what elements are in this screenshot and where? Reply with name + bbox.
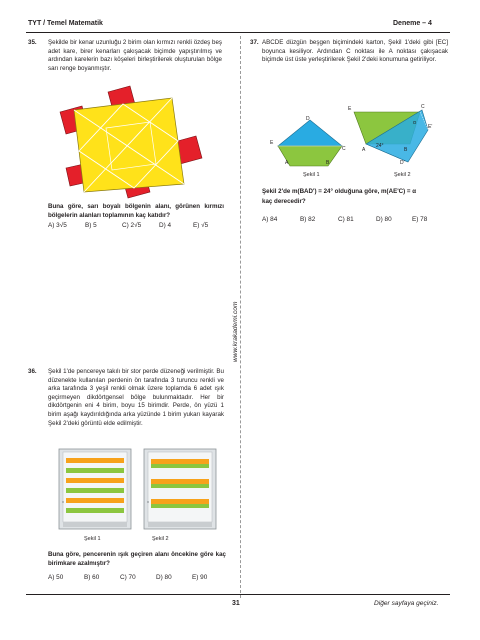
q37-figure-2 [344, 100, 448, 176]
q36-option-d[interactable]: D) 80 [156, 574, 172, 581]
q37-number: 37. [250, 39, 259, 46]
header-exam: Deneme – 4 [393, 20, 432, 27]
q36-w1-strip [66, 478, 124, 483]
q35-number: 35. [28, 39, 37, 46]
q36-window-2 [144, 449, 216, 529]
q37-option-e[interactable]: E) 78 [412, 216, 428, 223]
q36-question: Buna göre, pencerenin ışık geçiren alanı öncekine göre kaç birimkare azalmıştır? [48, 551, 226, 567]
q36-w1-strip [66, 468, 124, 473]
q36-w2-strip [151, 479, 209, 484]
q37-fig2-label: Şekil 2 [394, 172, 411, 178]
q36-w1-strip [66, 508, 124, 513]
q37-option-b[interactable]: B) 82 [300, 216, 316, 223]
footer-next-page: Diğer sayfaya geçiniz. [374, 600, 439, 607]
q35-options [48, 222, 208, 229]
q37-fig1-point-e: E [270, 140, 274, 146]
q37-fig1-point-a: A [285, 160, 289, 166]
q36-w2-strip [151, 459, 209, 464]
q37-option-a[interactable]: A) 84 [262, 216, 278, 223]
q36-window-1 [59, 449, 131, 529]
q37-pentagon-top [278, 120, 342, 146]
q37-fig2-angle: 24° [376, 143, 384, 149]
q35-option-d[interactable]: D) 4 [159, 222, 172, 229]
q35-option-b[interactable]: B) 5 [85, 222, 97, 229]
footer-rule [26, 594, 450, 595]
q37-options [262, 216, 427, 223]
q37-fig1-point-b: B [326, 160, 330, 166]
header-rule [26, 32, 450, 33]
q36-fig2-label: Şekil 2 [152, 536, 169, 542]
q36-option-c[interactable]: C) 70 [120, 574, 136, 581]
side-website: www.krakademi.com [232, 301, 239, 362]
q35-question: Buna göre, sarı boyalı bölgenin alanı, görünen kırmızı bölgelerin alanları toplamının kaç katıdır? [48, 203, 224, 219]
q36-w2-strip [151, 504, 209, 508]
q37-option-d[interactable]: D) 80 [376, 216, 392, 223]
q37-fig2-point-e: E [348, 106, 352, 112]
q36-w2-strip [151, 499, 209, 504]
q36-fig1-label: Şekil 1 [84, 536, 101, 542]
q36-w1-strip [66, 458, 124, 463]
q36-w1-strip [66, 488, 124, 493]
q37-text: ABCDE düzgün beşgen biçimindeki karton, Şekil 1'deki gibi [EC] boyunca kesiliyor. Ardından C noktası ile A noktası çakışacak biçimde üst üste yerleştirilerek Şekil 2'deki konumuna getiriliyor. [262, 39, 448, 64]
header-subject: TYT / Temel Matematik [28, 20, 103, 27]
q36-figures [58, 448, 218, 530]
q35-text: Şekilde bir kenar uzunluğu 2 birim olan kırmızı renkli özdeş beş adet kare, birer kenarları çakışacak biçimde yapıştırılmış ve ardından karelerin bazı köşeleri birleştirilerek oluşturulan bölge sarı renge boyanmıştır. [48, 39, 222, 72]
q36-option-e[interactable]: E) 90 [192, 574, 208, 581]
q36-w1-strip [66, 498, 124, 503]
q37-fig2-point-e-prime: E' [428, 124, 433, 130]
q35-yellow-region [74, 98, 184, 192]
footer-page-number: 31 [232, 600, 240, 607]
q36-number: 36. [28, 368, 37, 375]
column-divider [240, 36, 241, 598]
q37-fig2-point-a: A [362, 147, 366, 153]
q36-option-a[interactable]: A) 50 [48, 574, 64, 581]
q35-figure [44, 84, 212, 204]
q37-question-line1: Şekil 2'de m(BAD') = 24° olduğuna göre, m(AE'C) = α [262, 188, 417, 195]
q37-fig1-point-d: D [306, 116, 310, 122]
q36-text: Şekil 1'de pencereye takılı bir stor perde düzeneği verilmiştir. Bu düzenekte kullanılan perdenin ön tarafında 3 turuncu renkli ve arka tarafında 3 yeşil renkli olmak üzere toplamda 6 adet ışık geçirmeyen dikdörtgensel bölge bulunmaktadır. Her bir dikdörtgenin eni 4 birim, boyu 15 birimdir. Perde, ön yüzü 1 birim aşağı kaydırıldığında arka yüzünde 1 birim yukarı kayarak Şekil 2'deki görüntü elde edilmiştir. [48, 368, 224, 427]
q37-option-c[interactable]: C) 81 [338, 216, 354, 223]
q37-fig1-label: Şekil 1 [303, 172, 320, 178]
q36-option-b[interactable]: B) 60 [84, 574, 100, 581]
q37-question-line2: kaç derecedir? [262, 198, 306, 205]
q37-fig1-point-c: C [342, 146, 346, 152]
q35-option-e[interactable]: E) √5 [193, 222, 209, 229]
q35-option-c[interactable]: C) 2√5 [122, 222, 142, 229]
q36-w2-strip [151, 464, 209, 468]
q36-w2-strip [151, 484, 209, 488]
q37-fig2-point-c: C [421, 104, 425, 110]
q37-fig2-point-d-prime: D' [400, 160, 405, 166]
q37-fig2-alpha: α [413, 120, 416, 126]
q37-fig2-point-b: B [404, 147, 408, 153]
q35-option-a[interactable]: A) 3√5 [48, 222, 67, 229]
q36-options [48, 574, 207, 581]
